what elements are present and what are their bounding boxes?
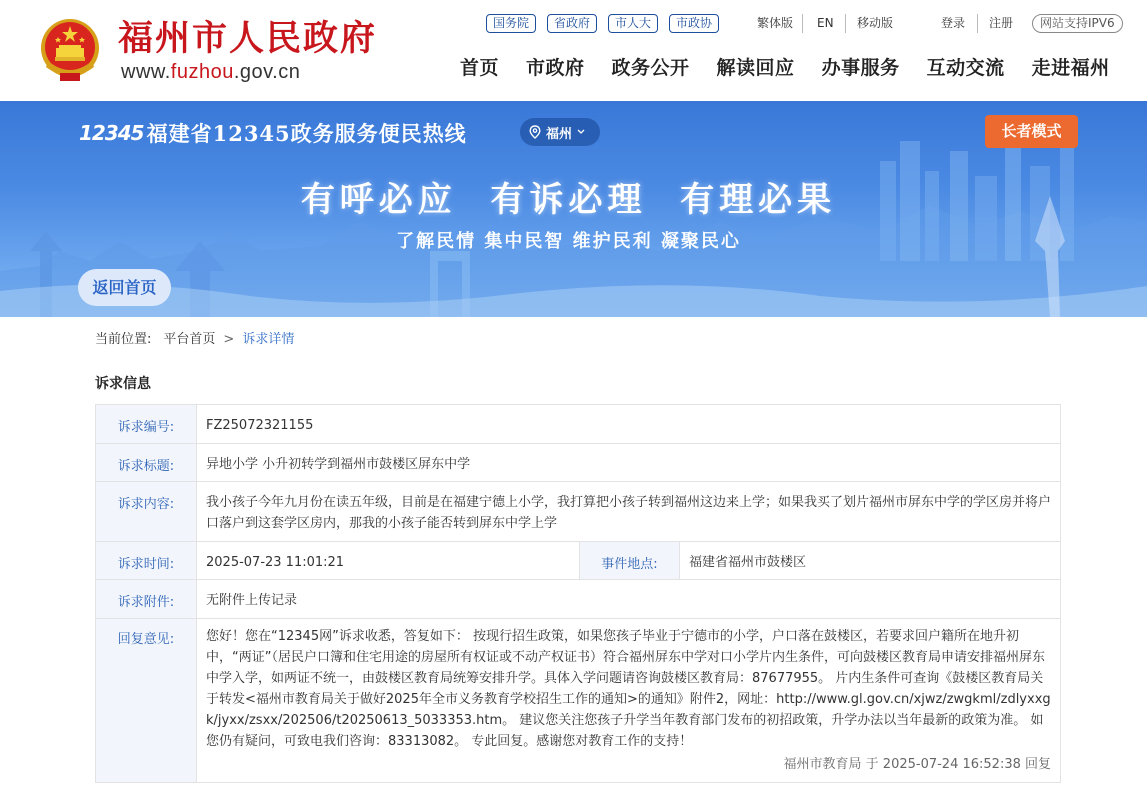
banner-subslogan: 了解民情 集中民智 维护民利 凝聚民心 (396, 231, 741, 252)
title-value: 异地小学 小升初转学到福州市鼓楼区屏东中学 (206, 457, 471, 472)
city-selector[interactable] (520, 118, 600, 146)
detail-row-reply (96, 619, 1060, 783)
attachment-label: 诉求附件: (96, 580, 197, 618)
nav-government-affairs[interactable]: 政务公开 (611, 57, 690, 79)
id-value: FZ25072321155 (206, 418, 314, 433)
divider (977, 14, 978, 33)
hotline-brand[interactable] (79, 118, 467, 148)
breadcrumb-current[interactable]: 诉求详情 (242, 332, 295, 347)
detail-row-attachment (96, 580, 1060, 619)
nav-city-government[interactable]: 市政府 (526, 57, 585, 79)
location-label: 事件地点: (579, 542, 680, 579)
content-value: 我小孩子今年九月份在读五年级，目前是在福建宁德上小学，我打算把小孩子转到福州这边来上学；如果我买了划片福州市屏东中学的学区房并将户口落户到这套学区房内，那我的小孩子能否转到屏东中学上学 (206, 495, 1052, 531)
site-title[interactable]: 福州市人民政府 (118, 18, 378, 59)
reply-block (197, 619, 1060, 782)
reply-signature: 福州市教育局 于 2025-07-24 16:52:38 回复 (783, 757, 1051, 772)
top-links (486, 14, 719, 33)
time-label: 诉求时间: (96, 542, 197, 579)
url-suffix: .gov.cn (233, 61, 301, 83)
city-name: 福州 (546, 126, 573, 142)
hotline-banner (0, 101, 1147, 317)
url-highlight: fuzhou (170, 61, 234, 83)
hotline-title: 福建省12345政务服务便民热线 (146, 121, 467, 146)
location-pin-icon (529, 125, 541, 139)
nav-interaction[interactable]: 互动交流 (926, 57, 1005, 79)
section-title: 诉求信息 (95, 376, 151, 392)
top-link-state-council[interactable]: 国务院 (486, 14, 536, 33)
reply-label: 回复意见: (96, 619, 197, 782)
title-label: 诉求标题: (96, 444, 197, 481)
ipv6-badge: 网站支持IPV6 (1032, 14, 1123, 33)
time-value: 2025-07-23 11:01:21 (206, 555, 345, 570)
site-url[interactable] (121, 60, 300, 84)
url-prefix: www. (121, 61, 171, 83)
hotline-logo-icon: 12345 (79, 121, 144, 145)
banner-slogan: 有呼必应 有诉必理 有理必果 (300, 180, 837, 220)
top-link-peoples-congress[interactable]: 市人大 (608, 14, 658, 33)
back-home-button[interactable]: 返回首页 (78, 269, 171, 306)
mobile-version-link[interactable]: 移动版 (857, 16, 894, 30)
chevron-down-icon (577, 129, 585, 135)
breadcrumb-home[interactable]: 平台首页 (163, 332, 216, 347)
top-link-provincial-gov[interactable]: 省政府 (547, 14, 597, 33)
detail-row-id (96, 405, 1060, 444)
location-value: 福建省福州市鼓楼区 (689, 555, 807, 570)
divider (802, 14, 803, 33)
divider (845, 14, 846, 33)
traditional-chinese-link[interactable]: 繁体版 (757, 16, 794, 30)
reply-text: 您好！您在“12345网”诉求收悉，答复如下： 按现行招生政策，如果您孩子毕业于宁德市的小学，户口落在鼓楼区，若要求回户籍所在地升初中，“两证”（居民户口簿和住宅用途的房屋所有权证或不动产权证书）符合福州屏东中学对口小学片内生条件，可向鼓楼区教育局申请安排福州屏东中学入学，如两证不统一，由鼓楼区教育局统筹安排升学。具体入学问题请咨询鼓楼区教育局：87677955。 片内生条件可查询《鼓楼区教育局关于转发<福州市教育局关于做好2025年全市义务教育学校招生工作的通知>的通知》附件2，网址：http://www.gl.gov.cn/xjwz/zwgkml/zdlyxxgk/jyxx/zsxx/202506/t20250613_5033353.htm。 建议您关注您孩子升学当年教育部门发布的初招政策，升学办法以当年最新的政策为准。 如您仍有疑问，可致电我们咨询：83313082。 专此回复。感谢您对教育工作的支持！ (206, 629, 1051, 749)
nav-services[interactable]: 办事服务 (821, 57, 900, 79)
nav-interpretation[interactable]: 解读回应 (716, 57, 795, 79)
breadcrumb (95, 330, 294, 350)
breadcrumb-separator: > (223, 332, 235, 347)
content-label: 诉求内容: (96, 482, 197, 541)
national-emblem-icon[interactable] (38, 15, 102, 85)
register-link[interactable]: 注册 (989, 16, 1014, 30)
nav-home[interactable]: 首页 (460, 57, 500, 79)
detail-row-title (96, 444, 1060, 482)
detail-row-time-location (96, 542, 1060, 580)
english-link[interactable]: EN (817, 16, 834, 30)
breadcrumb-prefix: 当前位置: (95, 332, 152, 347)
id-label: 诉求编号: (96, 405, 197, 443)
attachment-value: 无附件上传记录 (206, 593, 298, 608)
appeal-detail-table (95, 404, 1061, 783)
main-nav (460, 55, 1110, 81)
nav-about-fuzhou[interactable]: 走进福州 (1031, 57, 1110, 79)
top-link-cppcc[interactable]: 市政协 (669, 14, 719, 33)
elder-mode-button[interactable]: 长者模式 (985, 115, 1078, 148)
login-link[interactable]: 登录 (941, 16, 966, 30)
site-header (0, 0, 1147, 101)
detail-row-content (96, 482, 1060, 542)
